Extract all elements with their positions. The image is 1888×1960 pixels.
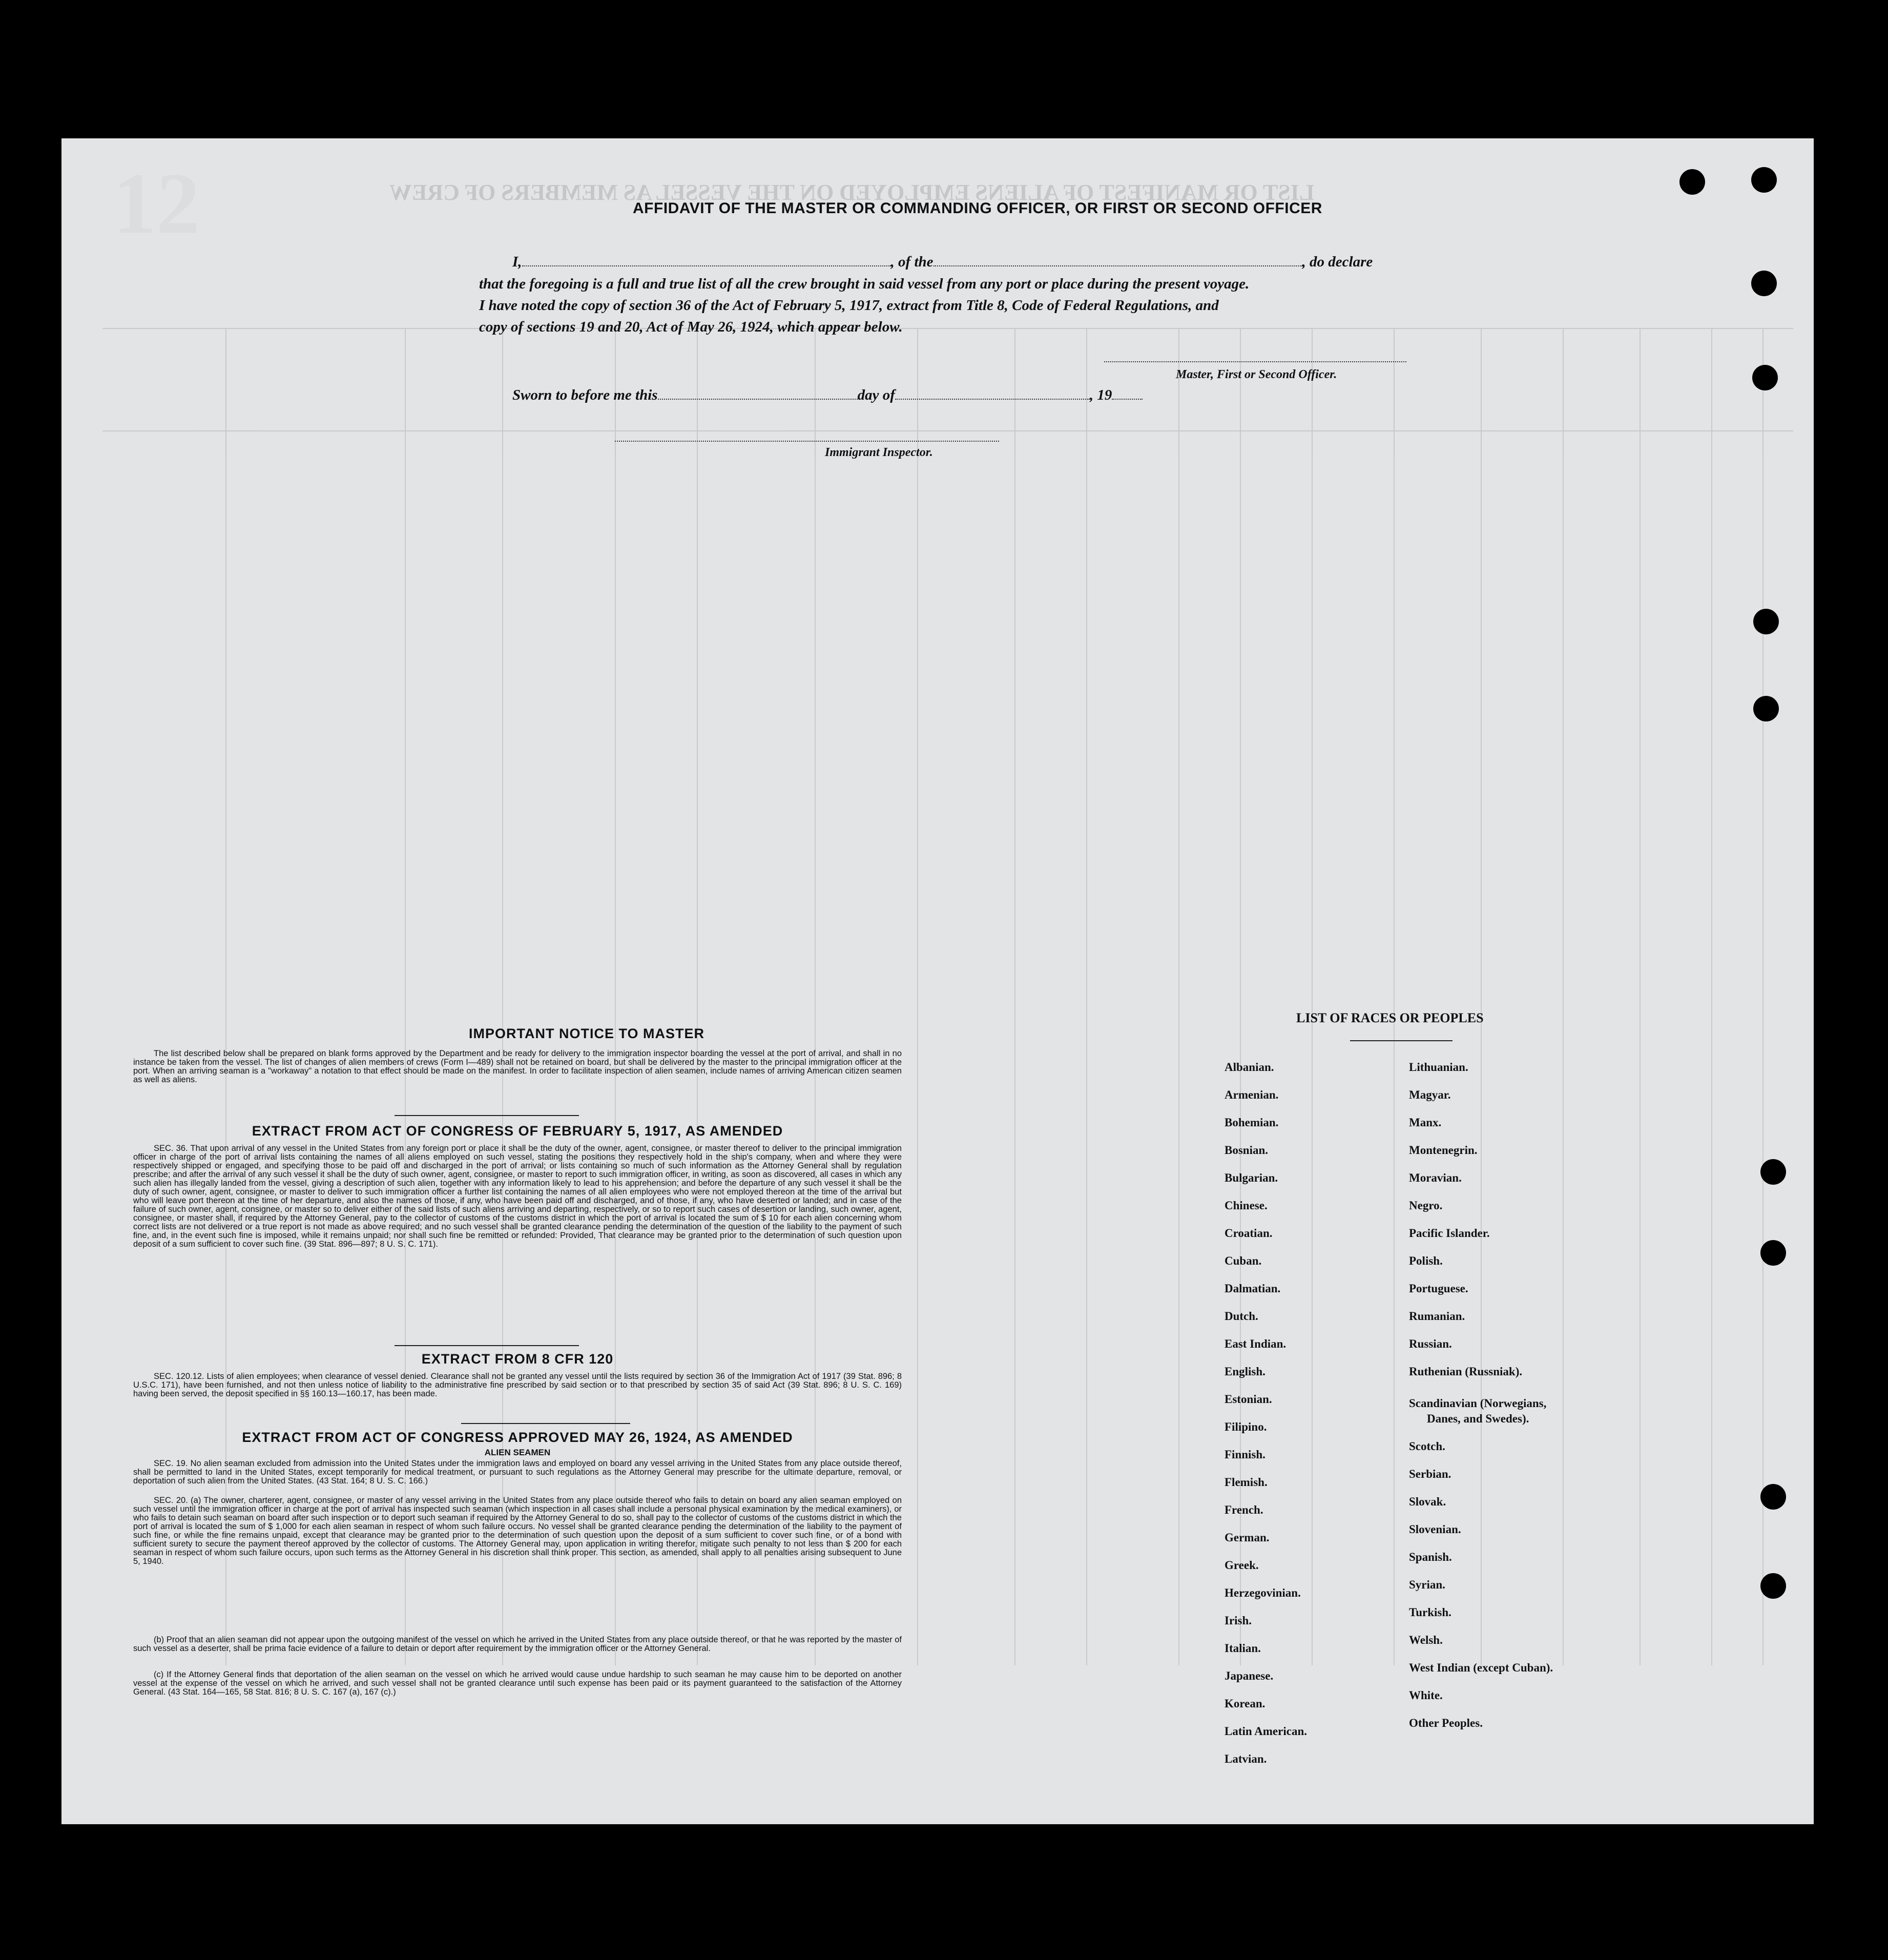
notice-title: IMPORTANT NOTICE TO MASTER [469,1026,704,1041]
race-item: Dutch. [1225,1310,1258,1323]
master-signature-line [1104,361,1406,362]
race-item: Portuguese. [1409,1282,1468,1295]
master-label: Master, First or Second Officer. [1176,368,1337,381]
divider [395,1115,579,1116]
divider [1350,1040,1453,1041]
punch-hole [1752,365,1778,390]
affidavit-line1: I, , of the , do declare [512,254,1373,270]
race-item: Italian. [1225,1642,1261,1655]
affidavit-title: AFFIDAVIT OF THE MASTER OR COMMANDING OFFICER, OR FIRST OR SECOND OFFICER [633,200,1322,217]
race-item: Polish. [1409,1254,1443,1267]
extract-1917-text: SEC. 36. That upon arrival of any vessel in the United States from any foreign port or place it shall be the duty of the owner, agent, consignee, or master thereof to deliver to the principal immigration officer in charge of the port of arrival lists containing the names of all aliens employed on such vessel, stating the positions they respectively hold in the ship's company, when and where they were respectively shipped or engaged, and specifying those to be paid off and discharged in the port of arrival; or lists containing so much of such information as the Attorney General shall by regulation prescribe; and after the arrival of any such vessel it shall be the duty of such owner, agent, consignee, or master to report to such immigration officer, in writing, as soon as discovered, all cases in which any such alien has illegally landed from the vessel, giving a description of such alien, together with any information likely to lead to his apprehension; and before the departure of any such vessel it shall be the duty of such owner, agent, consignee, or master to deliver to such immigration officer a further list containing the names of all alien employees who were not employed thereon at the time of the arrival but who will leave port thereon at the time of her departure, and also the names of those, if any, who have been paid off and discharged, and of those, if any, who have deserted or landed; and in case of the failure of such owner, agent, consignee, or master so to deliver either of the said lists of such aliens arriving and departing, respectively, or so to report such cases of desertion or landing, such owner, agent, consignee, or master shall, if required by the Attorney General, pay to the collector of customs of the customs district in which the port of arrival is located the sum of $ 10 for each alien concerning whom correct lists are not delivered or a true report is not made as above required; and no such vessel shall be granted clearance pending the determination of the question of the liability to the payment of such fine, and, in the event such fine is imposed, while it remains unpaid; nor shall such fine be remitted or refunded: Provided, That clearance may be granted prior to the determination of such question upon deposit of a sum sufficient to cover such fine. (39 Stat. 896—897; 8 U. S. C. 171). [133,1144,902,1249]
race-item: Cuban. [1225,1254,1262,1267]
notice-text: The list described below shall be prepared on blank forms approved by the Department and be ready for delivery to the immigration inspector boarding the vessel at the port of arrival, and shall in no instance be taken from the vessel. The list of changes of alien members of crews (Form I—489) shall not be retained on board, but shall be delivered by the master to the principal immigration officer at the port. When an arriving seaman is a "workaway" a notation to that effect should be made on the manifest. In order to facilitate inspection of alien seamen, include names of arriving American citizen seamen as well as aliens. [133,1049,902,1084]
race-item: Russian. [1409,1337,1452,1350]
race-item: Japanese. [1225,1669,1274,1682]
race-item: Slovenian. [1409,1523,1461,1536]
divider [461,1423,630,1424]
race-item: Bosnian. [1225,1144,1269,1157]
race-item: Flemish. [1225,1476,1268,1489]
race-item: Dalmatian. [1225,1282,1281,1295]
race-item: Scandinavian (Norwegians, [1409,1397,1547,1410]
affidavit-line4: copy of sections 19 and 20, Act of May 26, 1924, which appear below. [479,319,903,335]
race-item: Korean. [1225,1697,1265,1710]
inspector-signature-line [615,441,999,442]
race-item: Filipino. [1225,1420,1267,1433]
race-item: Irish. [1225,1614,1252,1627]
sec-20b-text: (b) Proof that an alien seaman did not appear upon the outgoing manifest of the vessel on which he arrived in the United States from any place outside thereof, or that he was reported by the master of such vessel as a deserter, shall be prima facie evidence of a failure to detain or deport after requirement by the immigration officer or the Attorney General. [133,1635,902,1653]
race-item: Pacific Islander. [1409,1227,1490,1240]
extract-1917-title: EXTRACT FROM ACT OF CONGRESS OF FEBRUARY 5, 1917, AS AMENDED [252,1123,783,1139]
race-item: Croatian. [1225,1227,1273,1240]
race-item: Latin American. [1225,1725,1307,1738]
punch-hole [1760,1484,1786,1510]
sec-19-text: SEC. 19. No alien seaman excluded from admission into the United States under the immigration laws and employed on board any vessel arriving in the United States from any place outside thereof, shall be permitted to land in the United States, except temporarily for medical treatment, or pursuant to such regulations as the Attorney General may prescribe for the ultimate departure, removal, or deportation of such alien from the United States. (43 Stat. 164; 8 U. S. C. 166.) [133,1459,902,1486]
race-item: French. [1225,1503,1263,1516]
punch-hole [1760,1573,1786,1599]
race-item: Chinese. [1225,1199,1268,1212]
race-item: Herzegovinian. [1225,1586,1301,1599]
race-item: Ruthenian (Russniak). [1409,1365,1523,1378]
race-item: English. [1225,1365,1265,1378]
race-item: White. [1409,1689,1443,1702]
race-item: West Indian (except Cuban). [1409,1661,1553,1674]
race-item: Armenian. [1225,1088,1279,1101]
document-sheet [61,138,1814,1824]
race-item: Syrian. [1409,1578,1445,1591]
race-item: Negro. [1409,1199,1443,1212]
race-item: Slovak. [1409,1495,1446,1508]
race-item: Manx. [1409,1116,1442,1129]
punch-hole [1760,1240,1786,1266]
race-item: Lithuanian. [1409,1061,1468,1074]
punch-hole [1679,169,1705,195]
race-item: Montenegrin. [1409,1144,1478,1157]
extract-1924-subtitle: ALIEN SEAMEN [484,1448,551,1457]
race-item: Albanian. [1225,1061,1274,1074]
race-item: Bohemian. [1225,1116,1279,1129]
punch-hole [1751,271,1777,296]
inspector-label: Immigrant Inspector. [825,446,933,459]
race-item: Welsh. [1409,1634,1443,1646]
affidavit-line3: I have noted the copy of section 36 of the Act of February 5, 1917, extract from Title 8, Code of Federal Regulations, and [479,297,1219,314]
extract-1924-title: EXTRACT FROM ACT OF CONGRESS APPROVED MAY 26, 1924, AS AMENDED [242,1430,793,1445]
race-item: Scotch. [1409,1440,1445,1453]
race-item: Greek. [1225,1559,1259,1572]
race-item: Estonian. [1225,1393,1272,1406]
race-item: Latvian. [1225,1752,1267,1765]
race-item: Turkish. [1409,1606,1451,1619]
race-item: German. [1225,1531,1270,1544]
races-title: LIST OF RACES OR PEOPLES [1296,1010,1484,1025]
manifest-title-bleedthrough: LIST OR MANIFEST OF ALIENS EMPLOYED ON THE VESSEL AS MEMBERS OF CREW [389,180,1315,205]
race-item: Rumanian. [1409,1310,1465,1323]
race-item: Other Peoples. [1409,1717,1483,1729]
race-item: Magyar. [1409,1088,1451,1101]
race-item: Spanish. [1409,1551,1452,1563]
extract-cfr-text: SEC. 120.12. Lists of alien employees; when clearance of vessel denied. Clearance shall not be granted any vessel until the lists required by section 36 of the Immigration Act of 1917 (39 Stat. 896; 8 U.S.C. 171), have been furnished, and not then unless notice of liability to the administrative fine prescribed by said section or to that prescribed by section 35 of said Act (39 Stat. 896; 8 U. S. C. 169) having been served, the deposit specified in §§ 160.13—160.17, has been made. [133,1372,902,1398]
race-item: Moravian. [1409,1171,1462,1184]
punch-hole [1760,1159,1786,1185]
affidavit-line2: that the foregoing is a full and true list of all the crew brought in said vessel from any port or place during the present voyage. [479,276,1250,292]
sec-20c-text: (c) If the Attorney General finds that deportation of the alien seaman on the vessel on which he arrived would cause undue hardship to such seaman he may cause him to be deported on another vessel at the expense of the vessel on which he arrived, and such vessel shall not be granted clearance until such expense has been paid or its payment guaranteed to the satisfaction of the Attorney General. (43 Stat. 164—165, 58 Stat. 816; 8 U. S. C. 167 (a), 167 (c).) [133,1670,902,1697]
sec-20a-text: SEC. 20. (a) The owner, charterer, agent, consignee, or master of any vessel arriving in the United States from any place outside thereof who fails to detain on board any alien seaman employed on such vessel until the immigration officer in charge at the port of arrival has inspected such seaman (which inspection in all cases shall include a personal physical examination by the medical examiners), or who fails to detain such seaman on board after such inspection or to deport such seaman if required by the Attorney General to do so, shall pay to the collector of customs of the customs district in which the port of arrival is located the sum of $ 1,000 for each alien seaman in respect of whom such failure occurs. No vessel shall be granted clearance pending the determination of the liability to the payment of such fine, or while the fine remains unpaid, except that clearance may be granted prior to the determination of such question upon the deposit of a sum sufficient to cover such fine, or of a bond with sufficient surety to secure the payment thereof approved by the collector of customs. The Attorney General may, upon application in writing therefor, mitigate such penalty to not less than $ 200 for each seaman in respect of whom such failure occurs, upon such terms as the Attorney General in his discretion shall think proper. This section, as amended, shall apply to all penalties arising subsequent to June 5, 1940. [133,1496,902,1566]
race-item: Finnish. [1225,1448,1265,1461]
punch-hole [1753,609,1779,634]
punch-hole [1751,167,1777,193]
punch-hole [1753,696,1779,721]
sworn-line: Sworn to before me this day of , 19 [512,387,1143,404]
sheet-number-bleedthrough [113,154,200,254]
extract-cfr-title: EXTRACT FROM 8 CFR 120 [421,1351,614,1367]
divider [395,1345,579,1346]
race-item: East Indian. [1225,1337,1287,1350]
race-item: Danes, and Swedes). [1427,1412,1529,1425]
race-item: Bulgarian. [1225,1171,1278,1184]
race-item: Serbian. [1409,1468,1451,1480]
